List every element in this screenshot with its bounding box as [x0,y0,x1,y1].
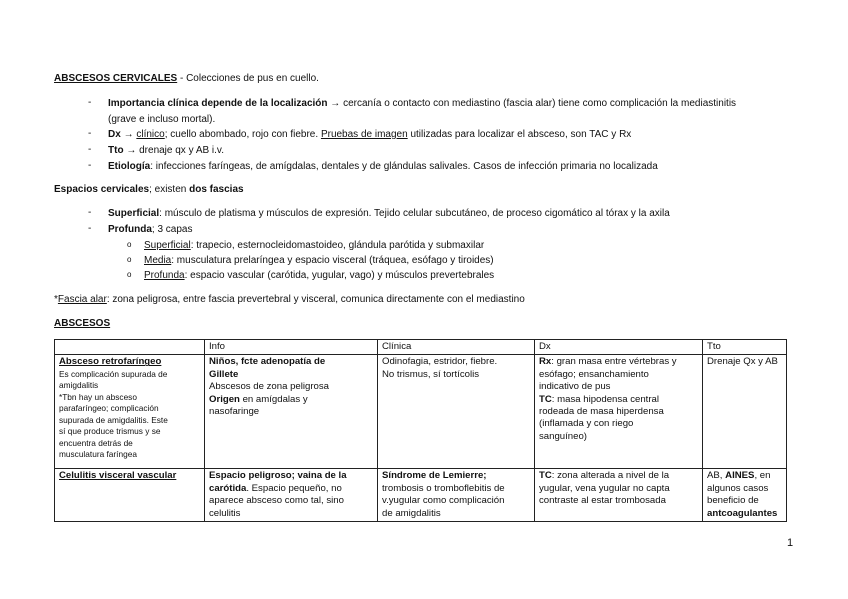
row2-tto-cell: AB, AINES, en algunos casos beneficio de antcoagulantes [703,469,787,522]
row2-clinica-cell: Síndrome de Lemierre; trombosis o tromboflebitis de v.yugular como complicación de amigdalitis [378,469,535,522]
document-title [54,72,319,85]
row1-clinica-cell: Odinofagia, estridor, fiebre. No trismus, sí tortícolis [378,355,535,469]
page-number: 1 [787,537,794,549]
title-heading: ABSCESOS CERVICALES [54,73,178,84]
row1-dx-cell: Rx: gran masa entre vértebras y esófago; ensanchamiento indicativo de pus TC: masa hipodensa central rodeada de masa hiperdensa (inflamada y con riego sanguíneo) [535,355,703,469]
row2-name-cell: Celulitis visceral vascular [55,469,205,522]
title-rest: - Colecciones de pus en cuello. [177,73,319,84]
abscesos-heading: ABSCESOS [54,318,111,329]
row1-info-cell: Niños, fcte adenopatía de Gillete Abscesos de zona peligrosa Origen en amígdalas y nasofaringe [205,355,378,469]
header-clinica: Clínica [378,340,535,355]
table-header-row [55,340,787,355]
spaces-heading: Espacios cervicales; existen dos fascias [54,184,244,195]
header-tto: Tto [703,340,787,355]
abscesos-table [54,339,787,522]
row1-tto-cell: Drenaje Qx y AB [703,355,787,469]
row1-name-cell: Absceso retrofaríngeo Es complicación supurada de amigdalitis *Tbn hay un absceso parafaríngeo; complicación supurada de amigdalitis. Este sí que produce trismus y se encuentra detrás de musculatura faríngea [55,355,205,469]
table-row [55,355,787,469]
fascia-alar-note: *Fascia alar: zona peligrosa, entre fascia prevertebral y visceral, comunica directamente con el mediastino [54,294,525,305]
row2-dx-cell: TC: zona alterada a nivel de la yugular, vena yugular no capta contraste al estar trombosada [535,469,703,522]
row2-info-cell: Espacio peligroso; vaina de la carótida. Espacio pequeño, no aparece absceso como tal, sino celulitis [205,469,378,522]
header-info: Info [205,340,378,355]
header-empty [55,340,205,355]
header-dx: Dx [535,340,703,355]
table-row [55,469,787,522]
